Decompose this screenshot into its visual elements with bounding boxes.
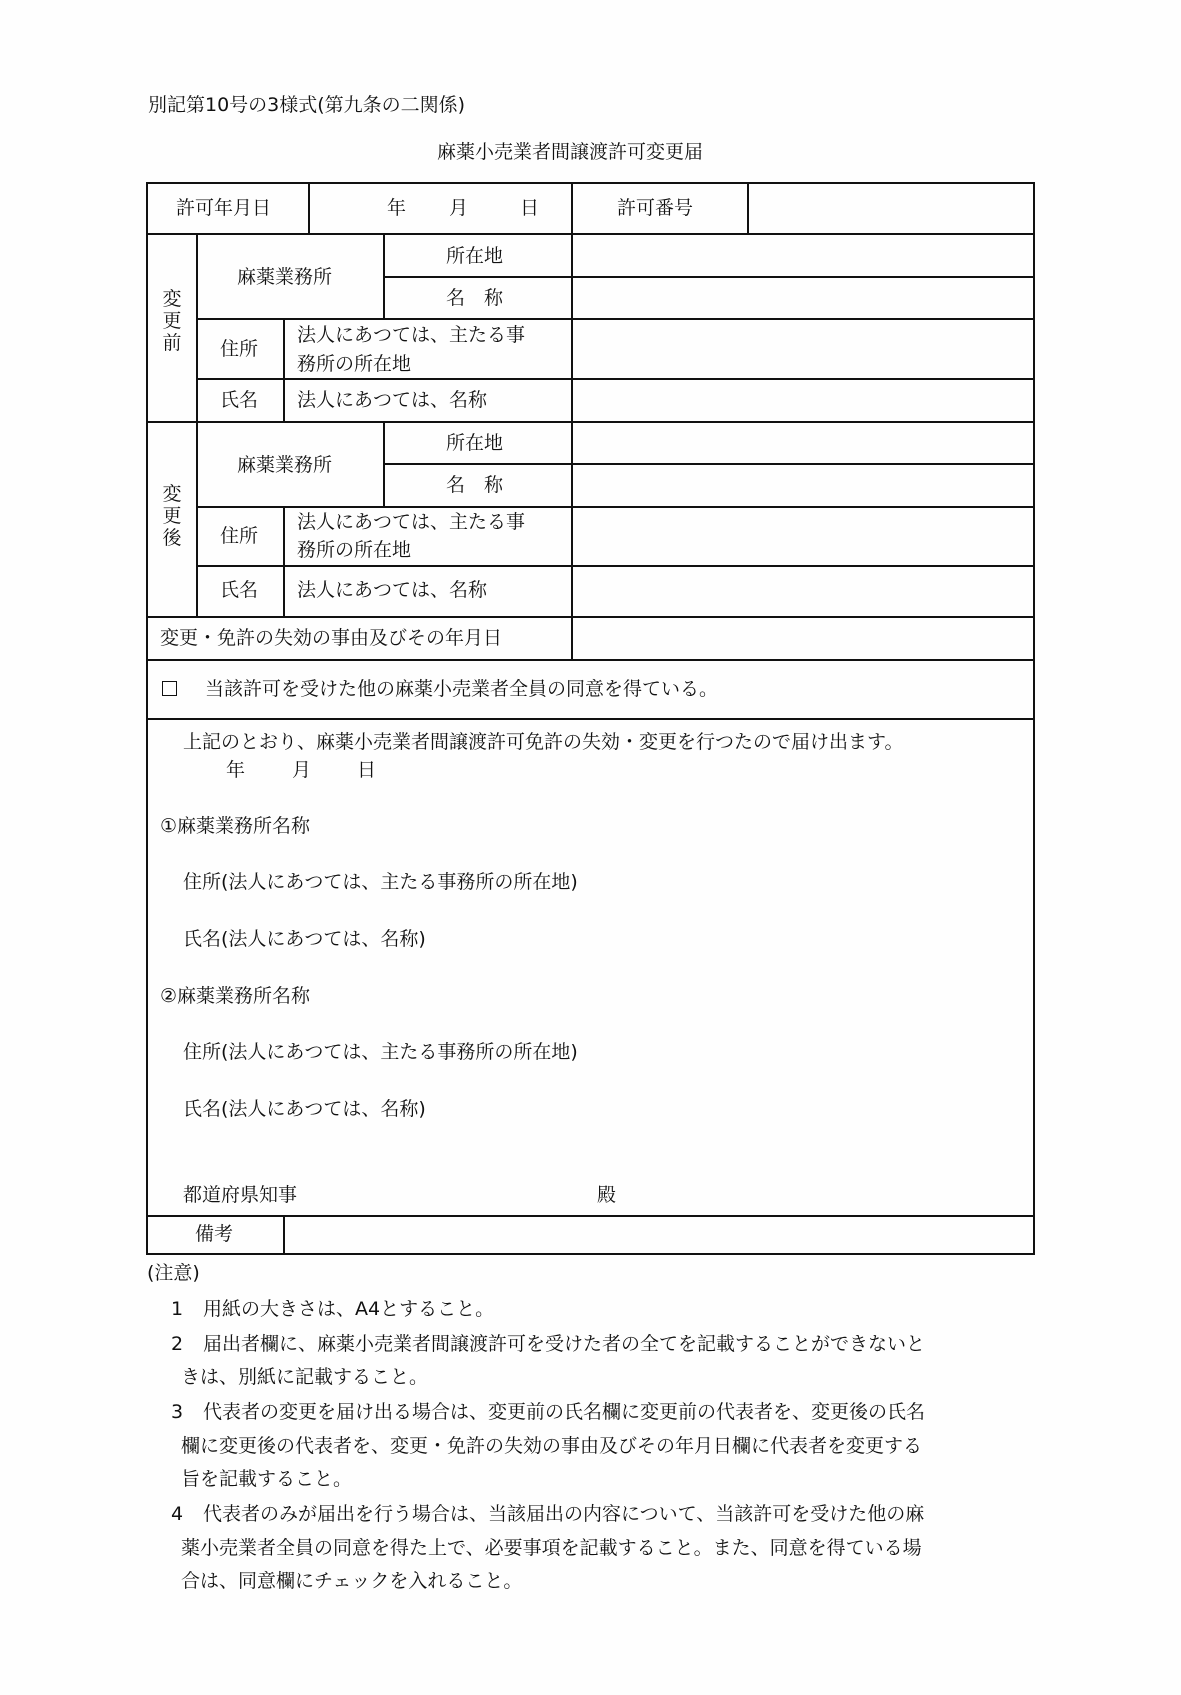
divider: [147, 616, 1035, 618]
after-name-field[interactable]: [580, 468, 1025, 504]
divider: [147, 718, 1035, 720]
applicant2-address: 住所(法人にあつては、主たる事務所の所在地): [183, 1041, 578, 1063]
note-number: 4: [171, 1503, 184, 1525]
divider: [196, 318, 1035, 320]
after-address-note-1: 法人にあつては、主たる事: [297, 511, 526, 533]
permit-number-label: 許可番号: [617, 197, 694, 219]
table-border-top: [147, 182, 1035, 184]
char: 更: [162, 309, 182, 332]
after-person-field[interactable]: [580, 570, 1025, 614]
divider: [147, 659, 1035, 661]
after-office-label: 麻薬業務所: [237, 454, 333, 476]
divider: [283, 318, 285, 422]
note-line: 代表者のみが届出を行う場合は、当該届出の内容について、当該許可を受けた他の麻: [203, 1503, 925, 1525]
note-line: 届出者欄に、麻薬小売業者間譲渡許可を受けた者の全てを記載することができないと: [203, 1333, 926, 1355]
declaration-statement: 上記のとおり、麻薬小売業者間譲渡許可免許の失効・変更を行つたので届け出ます。: [183, 731, 904, 753]
after-address-label: 住所: [220, 525, 259, 547]
divider: [147, 421, 1035, 423]
reason-field[interactable]: [580, 621, 1025, 657]
char: 前: [162, 331, 182, 354]
divider: [283, 506, 285, 617]
applicant2-name: 氏名(法人にあつては、名称): [183, 1098, 426, 1120]
after-person-note: 法人にあつては、名称: [297, 579, 488, 601]
before-address-field[interactable]: [580, 324, 1025, 374]
reason-label: 変更・免許の失効の事由及びその年月日: [160, 627, 503, 649]
before-name-field[interactable]: [580, 281, 1025, 317]
divider: [383, 276, 1035, 278]
divider: [196, 378, 1035, 380]
char: 後: [162, 526, 182, 549]
divider: [147, 1215, 1035, 1217]
consent-checkbox[interactable]: [162, 681, 177, 696]
before-group-label: [160, 289, 184, 355]
before-address-note-1: 法人にあつては、主たる事: [297, 324, 526, 346]
permit-date-month[interactable]: 月: [449, 197, 469, 219]
declaration-date-month[interactable]: 月: [292, 759, 312, 781]
before-person-note: 法人にあつては、名称: [297, 389, 488, 411]
note-line: 欄に変更後の代表者を、変更・免許の失効の事由及びその年月日欄に代表者を変更する: [181, 1435, 923, 1457]
char: 更: [162, 504, 182, 527]
note-number: 2: [171, 1333, 184, 1355]
note-line: きは、別紙に記載すること。: [181, 1366, 429, 1388]
remarks-field[interactable]: [292, 1220, 1027, 1250]
divider: [571, 616, 573, 660]
applicant1-office: ①麻薬業務所名称: [160, 815, 311, 837]
before-office-label: 麻薬業務所: [237, 266, 333, 288]
permit-number-field[interactable]: [760, 190, 1025, 226]
consent-text: 当該許可を受けた他の麻薬小売業者全員の同意を得ている。: [205, 678, 719, 700]
notes-heading: (注意): [147, 1262, 200, 1284]
note-line: 旨を記載すること。: [181, 1468, 353, 1490]
divider: [571, 182, 573, 234]
divider: [196, 233, 198, 618]
addressee: 都道府県知事: [183, 1184, 298, 1206]
after-address-note-2: 務所の所在地: [297, 539, 412, 561]
applicant2-office: ②麻薬業務所名称: [160, 985, 311, 1007]
divider: [308, 182, 310, 234]
note-number: 3: [171, 1401, 184, 1423]
char: 変: [162, 288, 182, 310]
after-location-label: 所在地: [446, 432, 504, 454]
after-address-field[interactable]: [580, 511, 1025, 563]
char: 変: [162, 483, 182, 505]
divider: [196, 506, 1035, 508]
permit-date-label: 許可年月日: [176, 197, 272, 219]
divider: [383, 463, 1035, 465]
divider: [283, 1215, 285, 1255]
honorific: 殿: [597, 1184, 617, 1206]
before-name-label: 名 称: [446, 287, 504, 309]
note-line: 代表者の変更を届け出る場合は、変更前の氏名欄に変更前の代表者を、変更後の氏名: [203, 1401, 926, 1423]
before-person-label: 氏名: [220, 389, 259, 411]
form-id: 別記第10号の3様式(第九条の二関係): [148, 94, 466, 116]
before-location-field[interactable]: [580, 238, 1025, 274]
before-location-label: 所在地: [446, 245, 504, 267]
note-line: 用紙の大きさは、A4とすること。: [203, 1298, 495, 1320]
before-address-note-2: 務所の所在地: [297, 353, 412, 375]
applicant1-address: 住所(法人にあつては、主たる事務所の所在地): [183, 871, 578, 893]
remarks-label: 備考: [195, 1223, 234, 1245]
page-title: 麻薬小売業者間譲渡許可変更届: [437, 141, 704, 163]
applicant1-name: 氏名(法人にあつては、名称): [183, 928, 426, 950]
divider: [147, 233, 1035, 235]
after-name-label: 名 称: [446, 474, 504, 496]
after-person-label: 氏名: [220, 579, 259, 601]
table-border-bottom: [147, 1253, 1035, 1255]
divider: [747, 182, 749, 234]
permit-date-year[interactable]: 年: [387, 197, 407, 219]
after-group-label: [160, 484, 184, 550]
before-address-label: 住所: [220, 338, 259, 360]
after-location-field[interactable]: [580, 426, 1025, 462]
divider: [571, 233, 573, 618]
divider: [196, 565, 1035, 567]
declaration-date-year[interactable]: 年: [226, 759, 246, 781]
note-number: 1: [171, 1298, 184, 1320]
before-person-field[interactable]: [580, 383, 1025, 419]
note-line: 合は、同意欄にチェックを入れること。: [181, 1570, 523, 1592]
note-line: 薬小売業者全員の同意を得た上で、必要事項を記載すること。また、同意を得ている場: [181, 1537, 922, 1559]
permit-date-day[interactable]: 日: [520, 197, 540, 219]
declaration-date-day[interactable]: 日: [357, 759, 377, 781]
